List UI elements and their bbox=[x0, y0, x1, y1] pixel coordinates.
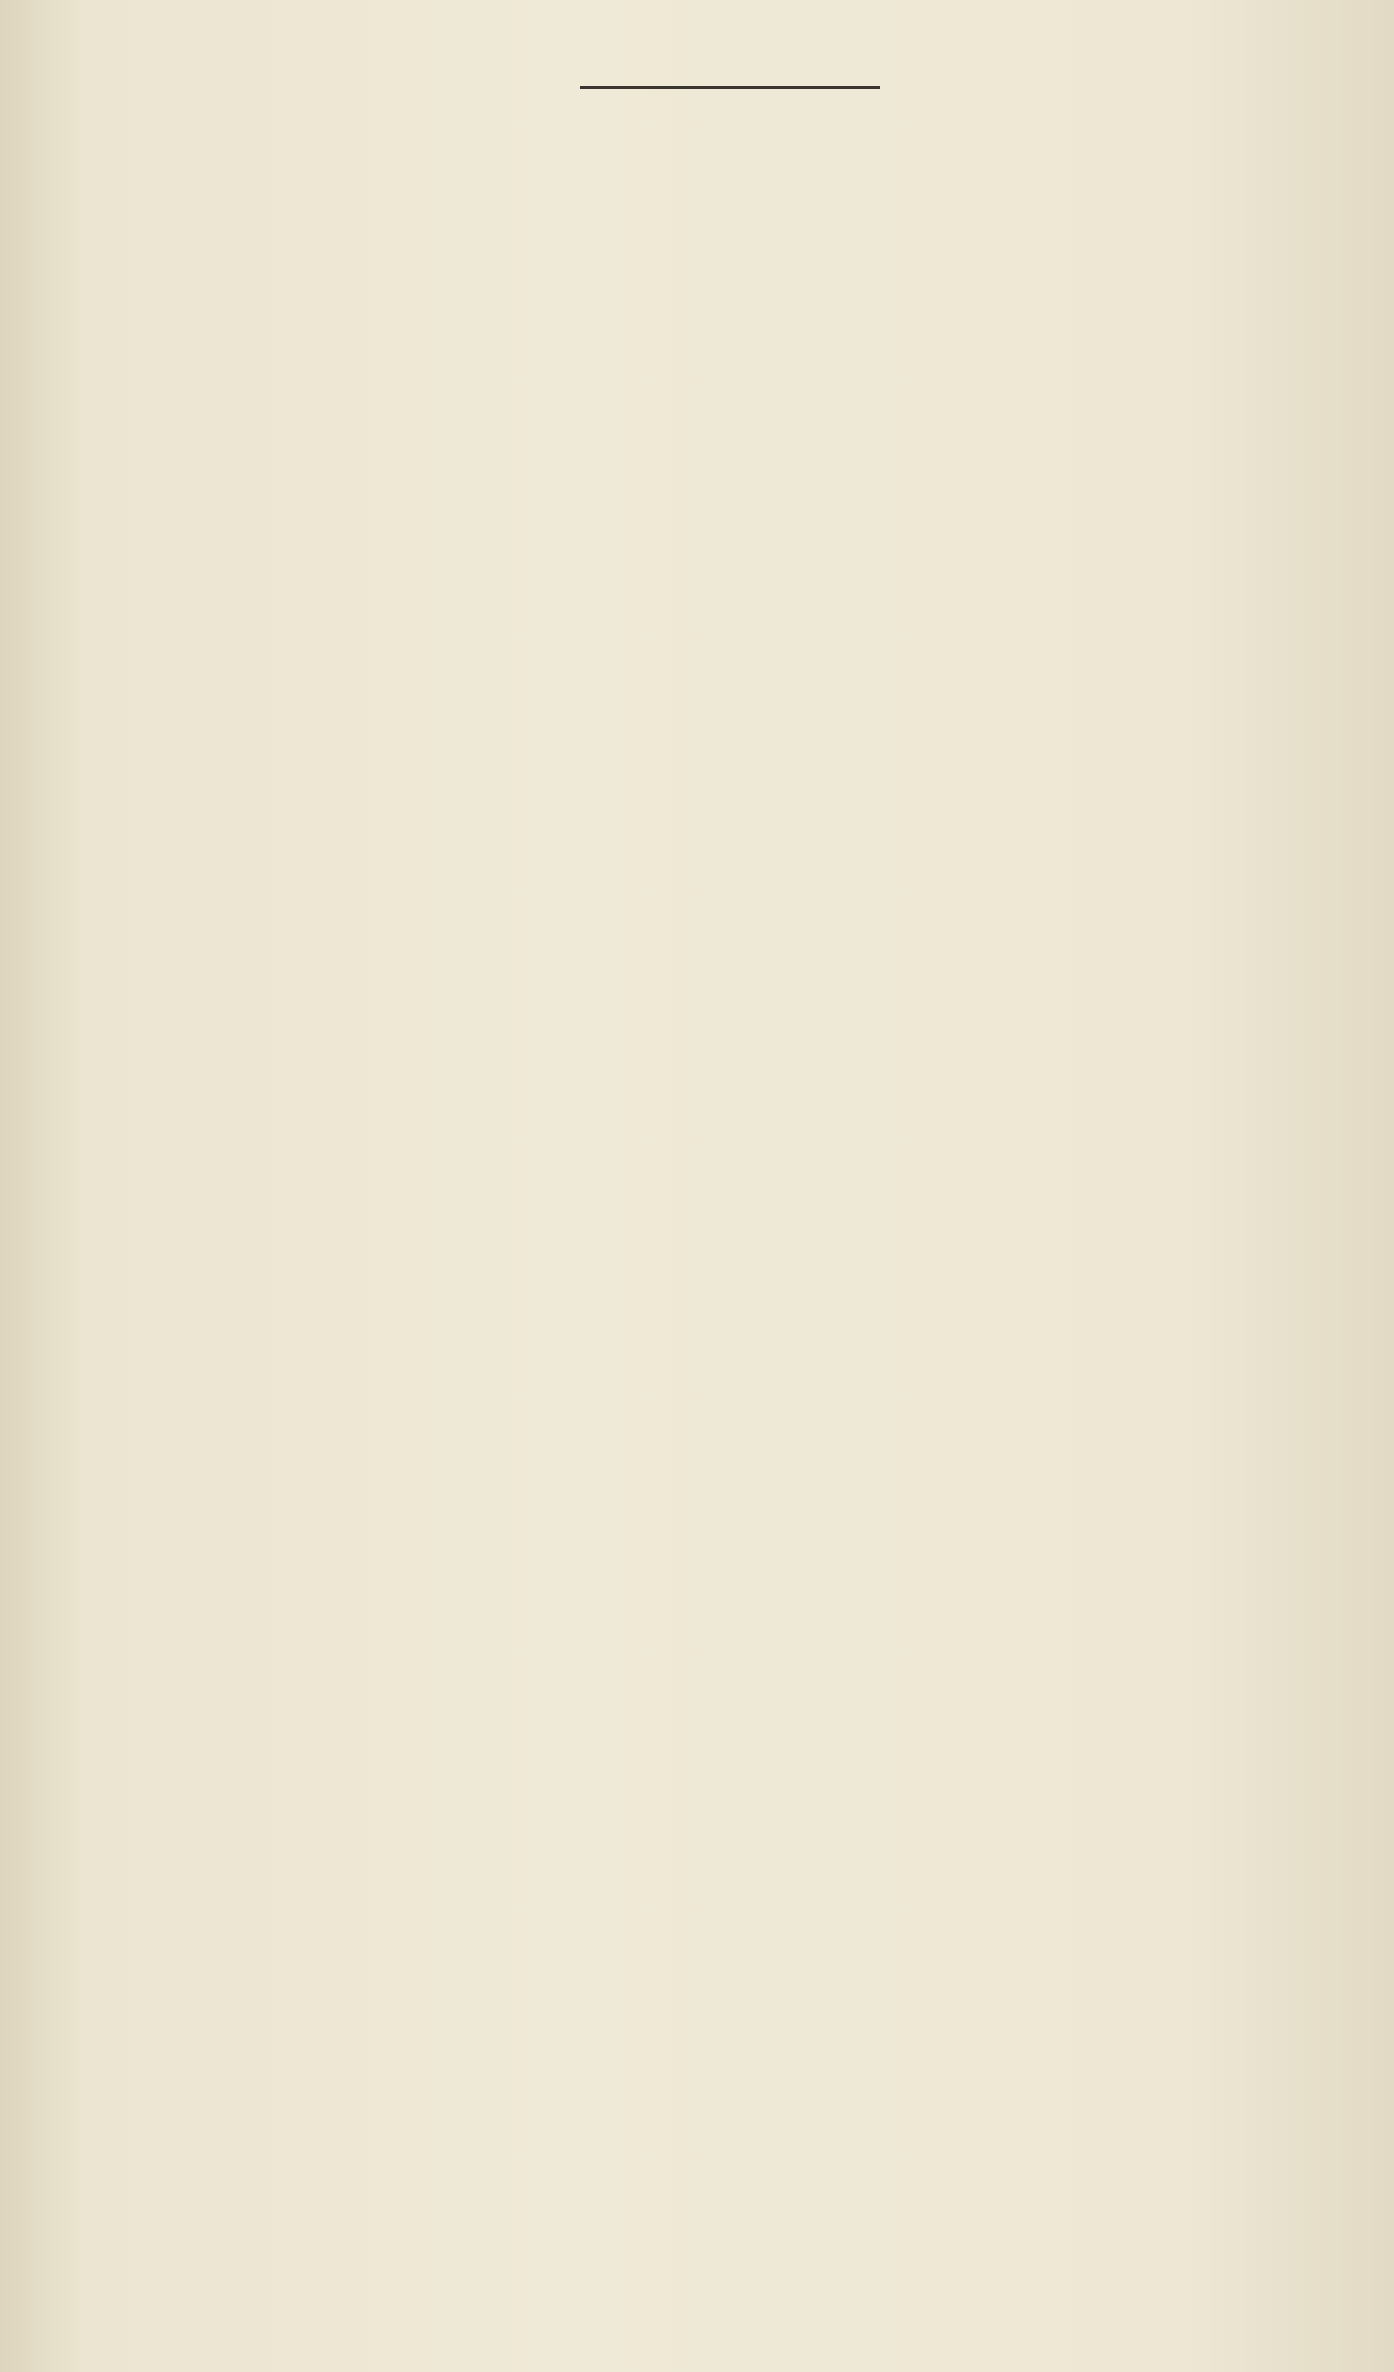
divider-rule bbox=[580, 86, 880, 89]
text-column bbox=[50, 78, 1310, 182]
section-heading bbox=[50, 116, 1310, 182]
section-divider bbox=[50, 78, 1310, 116]
